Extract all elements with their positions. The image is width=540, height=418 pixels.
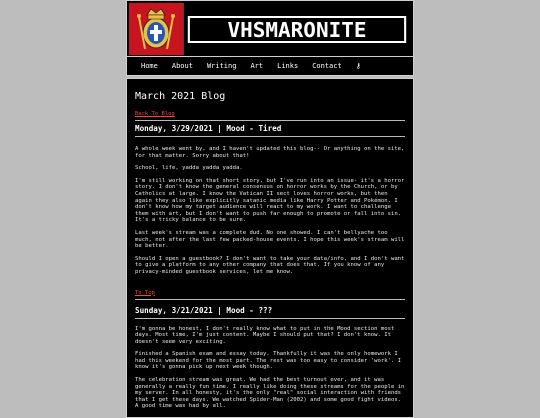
divider (135, 136, 405, 137)
back-to-blog-link[interactable]: Back To Blog (135, 111, 175, 117)
blog-content (126, 78, 414, 418)
entry-heading: Monday, 3/29/2021 | Mood - Tired (135, 124, 282, 133)
nav-links[interactable]: Links (277, 62, 299, 70)
entry-paragraph: Should I open a guestbook? I don't want to take your data/info, and I don't want to give a platform to any other company that does that. If you know of any privacy-minded guestbook services, let me know. (135, 255, 405, 275)
nav-writing[interactable]: Writing (206, 62, 237, 70)
site-logo-text[interactable]: VHSMARONITE (188, 16, 406, 43)
page-title: March 2021 Blog (135, 91, 226, 102)
entry-paragraph: The celebration stream was great. We had the best turnout ever, and it was generally a really fun time. I really like doing these streams for the people in my server. In all honesty, it's the only "real" social interaction with friends that I get these days. We watched Spider-Man (2002) and some good fight videos. A good time was had by all. (135, 377, 405, 410)
divider (135, 120, 405, 121)
entry-paragraph: School, life, yadda yadda yadda. (135, 165, 243, 172)
entry-paragraph: A whole week went by, and I haven't updated this blog-- Or anything on the site, for that matter. Sorry about that! (135, 146, 405, 159)
entry-paragraph: Last week's stream was a complete dud. No one showed. I can't bellyache too much, not after the last few packed-house events. I hope this week's stream will be better. (135, 229, 405, 250)
entry-paragraph: Finished a Spanish exam and essay today. Thankfully it was the only homework I had this weekend for the most part. The rest was too easy to consider 'work'. I know it's gonna pick up next week though. (135, 351, 402, 371)
nav-key-icon[interactable]: ⚷ (355, 62, 361, 70)
nav-about[interactable]: About (171, 62, 193, 70)
entry-paragraph: I'm gonna be honest, I don't really know what to put in the Mood section most days. Most time, I'm just content. Maybe I should put that? I don't know. It doesn't seem very exciting. (135, 325, 395, 345)
divider (135, 318, 405, 319)
to-top-link[interactable]: To Top (135, 289, 155, 296)
main-nav (126, 56, 414, 76)
site-banner (126, 0, 414, 57)
nav-home[interactable]: Home (141, 62, 158, 70)
entry-paragraph: I'm still working on that short story, but I've run into an issue- it's a horror story. I don't know the general consensus on horror works by the Church, or by Catholics at large. I know the Vatican II sect loves horror works, but then again they also like explicitly satanic media like Harry Potter and Pokémon. I don't know how my target audience will react to my work. I want to challenge them with art, but I don't want to push far enough to promote or fall into sin. It's a tricky balance to be sure. (135, 177, 405, 224)
nav-contact[interactable]: Contact (312, 62, 342, 70)
crest-logo-icon (129, 3, 184, 55)
entry-heading: Sunday, 3/21/2021 | Mood - ??? (135, 305, 273, 315)
divider (135, 299, 405, 300)
nav-art[interactable]: Art (250, 62, 264, 70)
